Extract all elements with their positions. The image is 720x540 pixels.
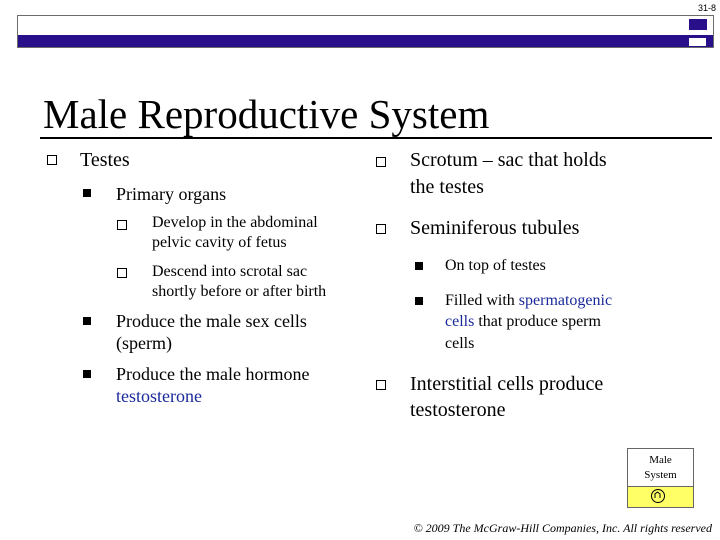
hollow-square-bullet-icon (376, 380, 386, 390)
bullet-filled-line2: cells that produce sperm (445, 313, 601, 330)
home-icon (651, 489, 665, 503)
title-divider (40, 137, 712, 139)
bullet-on-top: On top of testes (445, 257, 546, 274)
filled-square-bullet-icon (415, 297, 423, 305)
hollow-square-bullet-icon (376, 224, 386, 234)
page-title: Male Reproductive System (43, 91, 490, 137)
hollow-square-bullet-icon (117, 220, 127, 230)
bullet-scrotum-line1: Scrotum – sac that holds (410, 149, 607, 171)
nav-box-label-line1: Male (649, 454, 672, 466)
home-button[interactable] (628, 486, 693, 507)
header-square-icon (689, 19, 707, 30)
filled-square-bullet-icon (415, 262, 423, 270)
filled-square-bullet-icon (83, 370, 91, 378)
bullet-filled-line3: cells (445, 335, 475, 352)
bullet-produce-hormone-line2: testosterone (116, 386, 202, 406)
bullet-produce-hormone-line1: Produce the male hormone (116, 364, 310, 384)
bullet-develop-line1: Develop in the abdominal (152, 214, 318, 231)
bullet-develop-line2: pelvic cavity of fetus (152, 234, 287, 251)
filled-square-bullet-icon (83, 189, 91, 197)
bullet-produce-sex-line2: (sperm) (116, 333, 172, 353)
bullet-primary-organs: Primary organs (116, 184, 227, 204)
bullet-filled-line1: Filled with spermatogenic (445, 292, 613, 309)
nav-box-label-line2: System (644, 469, 677, 481)
bullet-scrotum-line2: the testes (410, 176, 484, 198)
hollow-square-bullet-icon (376, 157, 386, 167)
slide-number: 31-8 (697, 3, 716, 13)
bullet-testes: Testes (80, 149, 130, 171)
bullet-descend-line1: Descend into scrotal sac (152, 263, 308, 280)
bullet-interstitial-line1: Interstitial cells produce (410, 373, 604, 395)
bullet-seminiferous: Seminiferous tubules (410, 217, 580, 239)
bullet-descend-line2: shortly before or after birth (152, 283, 327, 300)
copyright-notice: © 2009 The McGraw-Hill Companies, Inc. All rights reserved (413, 521, 712, 535)
hollow-square-bullet-icon (47, 155, 57, 165)
header-outline-square-icon (688, 37, 707, 47)
header-bar (17, 15, 714, 48)
bullet-produce-sex-line1: Produce the male sex cells (116, 311, 307, 331)
bullet-interstitial-line2: testosterone (410, 399, 506, 421)
filled-square-bullet-icon (83, 317, 91, 325)
male-system-nav-box[interactable] (627, 448, 694, 508)
hollow-square-bullet-icon (117, 268, 127, 278)
